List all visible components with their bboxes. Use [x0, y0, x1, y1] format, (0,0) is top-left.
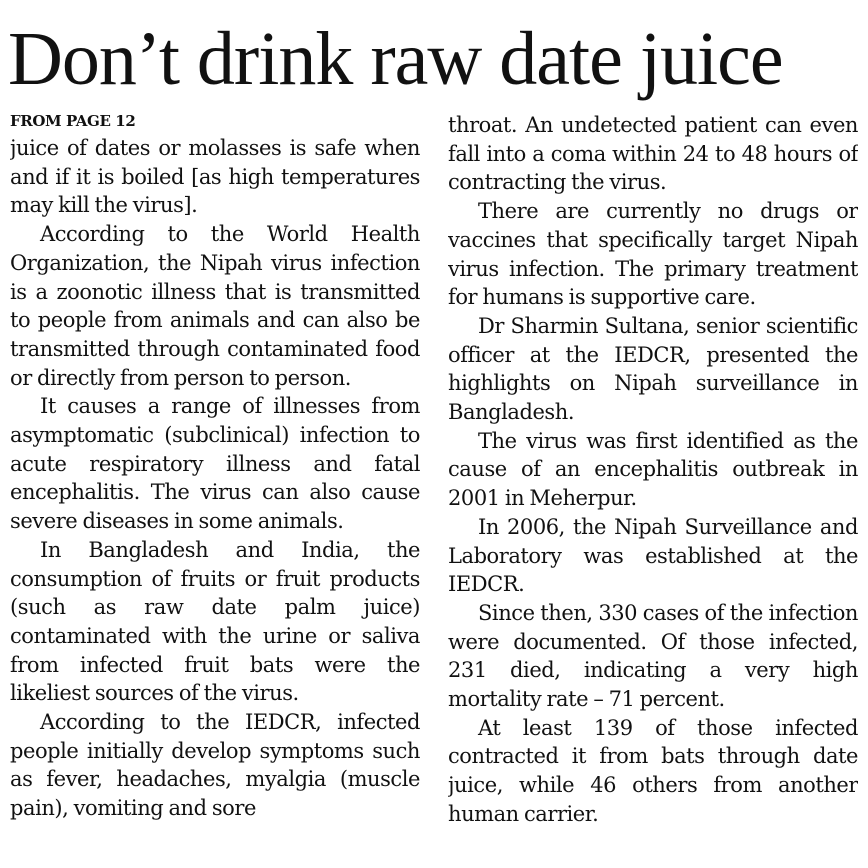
article-column-right — [448, 111, 858, 863]
paragraph-transmission-sources: In Bangladesh and India, the consumption of fruits or fruit products (such as raw date palm juice) contaminated with the urine or saliva from infected fruit bats were the likeliest sources of the virus. — [10, 537, 420, 706]
article-column-left — [10, 110, 420, 862]
paragraph-illness-range: It causes a range of illnesses from asymptomatic (subclinical) infection to acute respiratory illness and fatal encephalitis. The virus can also cause severe diseases in some animals. — [10, 394, 420, 534]
paragraph-who-definition: According to the World Health Organization, the Nipah virus infection is a zoonotic illness that is transmitted to people from animals and can also be transmitted through contaminated food or directly from person to person. — [10, 222, 420, 390]
paragraph-surveillance-established: In 2006, the Nipah Surveillance and Laboratory was established at the IEDCR. — [448, 514, 858, 597]
paragraph-case-statistics: Since then, 330 cases of the infection were documented. Of those infected, 231 died, indicating a very high mortality rate – 71 percent. — [448, 600, 858, 712]
article-headline: Don’t drink raw date juice — [8, 17, 783, 101]
paragraph-presenter: Dr Sharmin Sultana, senior scientific officer at the IEDCR, presented the highlights on Nipah surveillance in Bangladesh. — [448, 313, 858, 425]
paragraph-symptoms: According to the IEDCR, infected people initially develop symptoms such as fever, headaches, myalgia (muscle pain), vomiting and sore — [10, 710, 420, 821]
paragraph-continued: juice of dates or molasses is safe when and if it is boiled [as high temperatures may kill the virus]. — [10, 136, 420, 218]
paragraph-no-treatment: There are currently no drugs or vaccines that specifically target Nipah virus infection. The primary treatment for humans is supportive care. — [448, 199, 858, 310]
paragraph-symptoms-continued: throat. An undetected patient can even fall into a coma within 24 to 48 hours of contracting the virus. — [448, 113, 858, 195]
paragraph-infection-sources: At least 139 of those infected contracted it from bats through date juice, while 46 others from another human carrier. — [448, 715, 858, 826]
paragraph-first-identified: The virus was first identified as the cause of an encephalitis outbreak in 2001 in Meherpur. — [448, 428, 858, 511]
continued-from-page-label: FROM PAGE 12 — [10, 112, 136, 130]
